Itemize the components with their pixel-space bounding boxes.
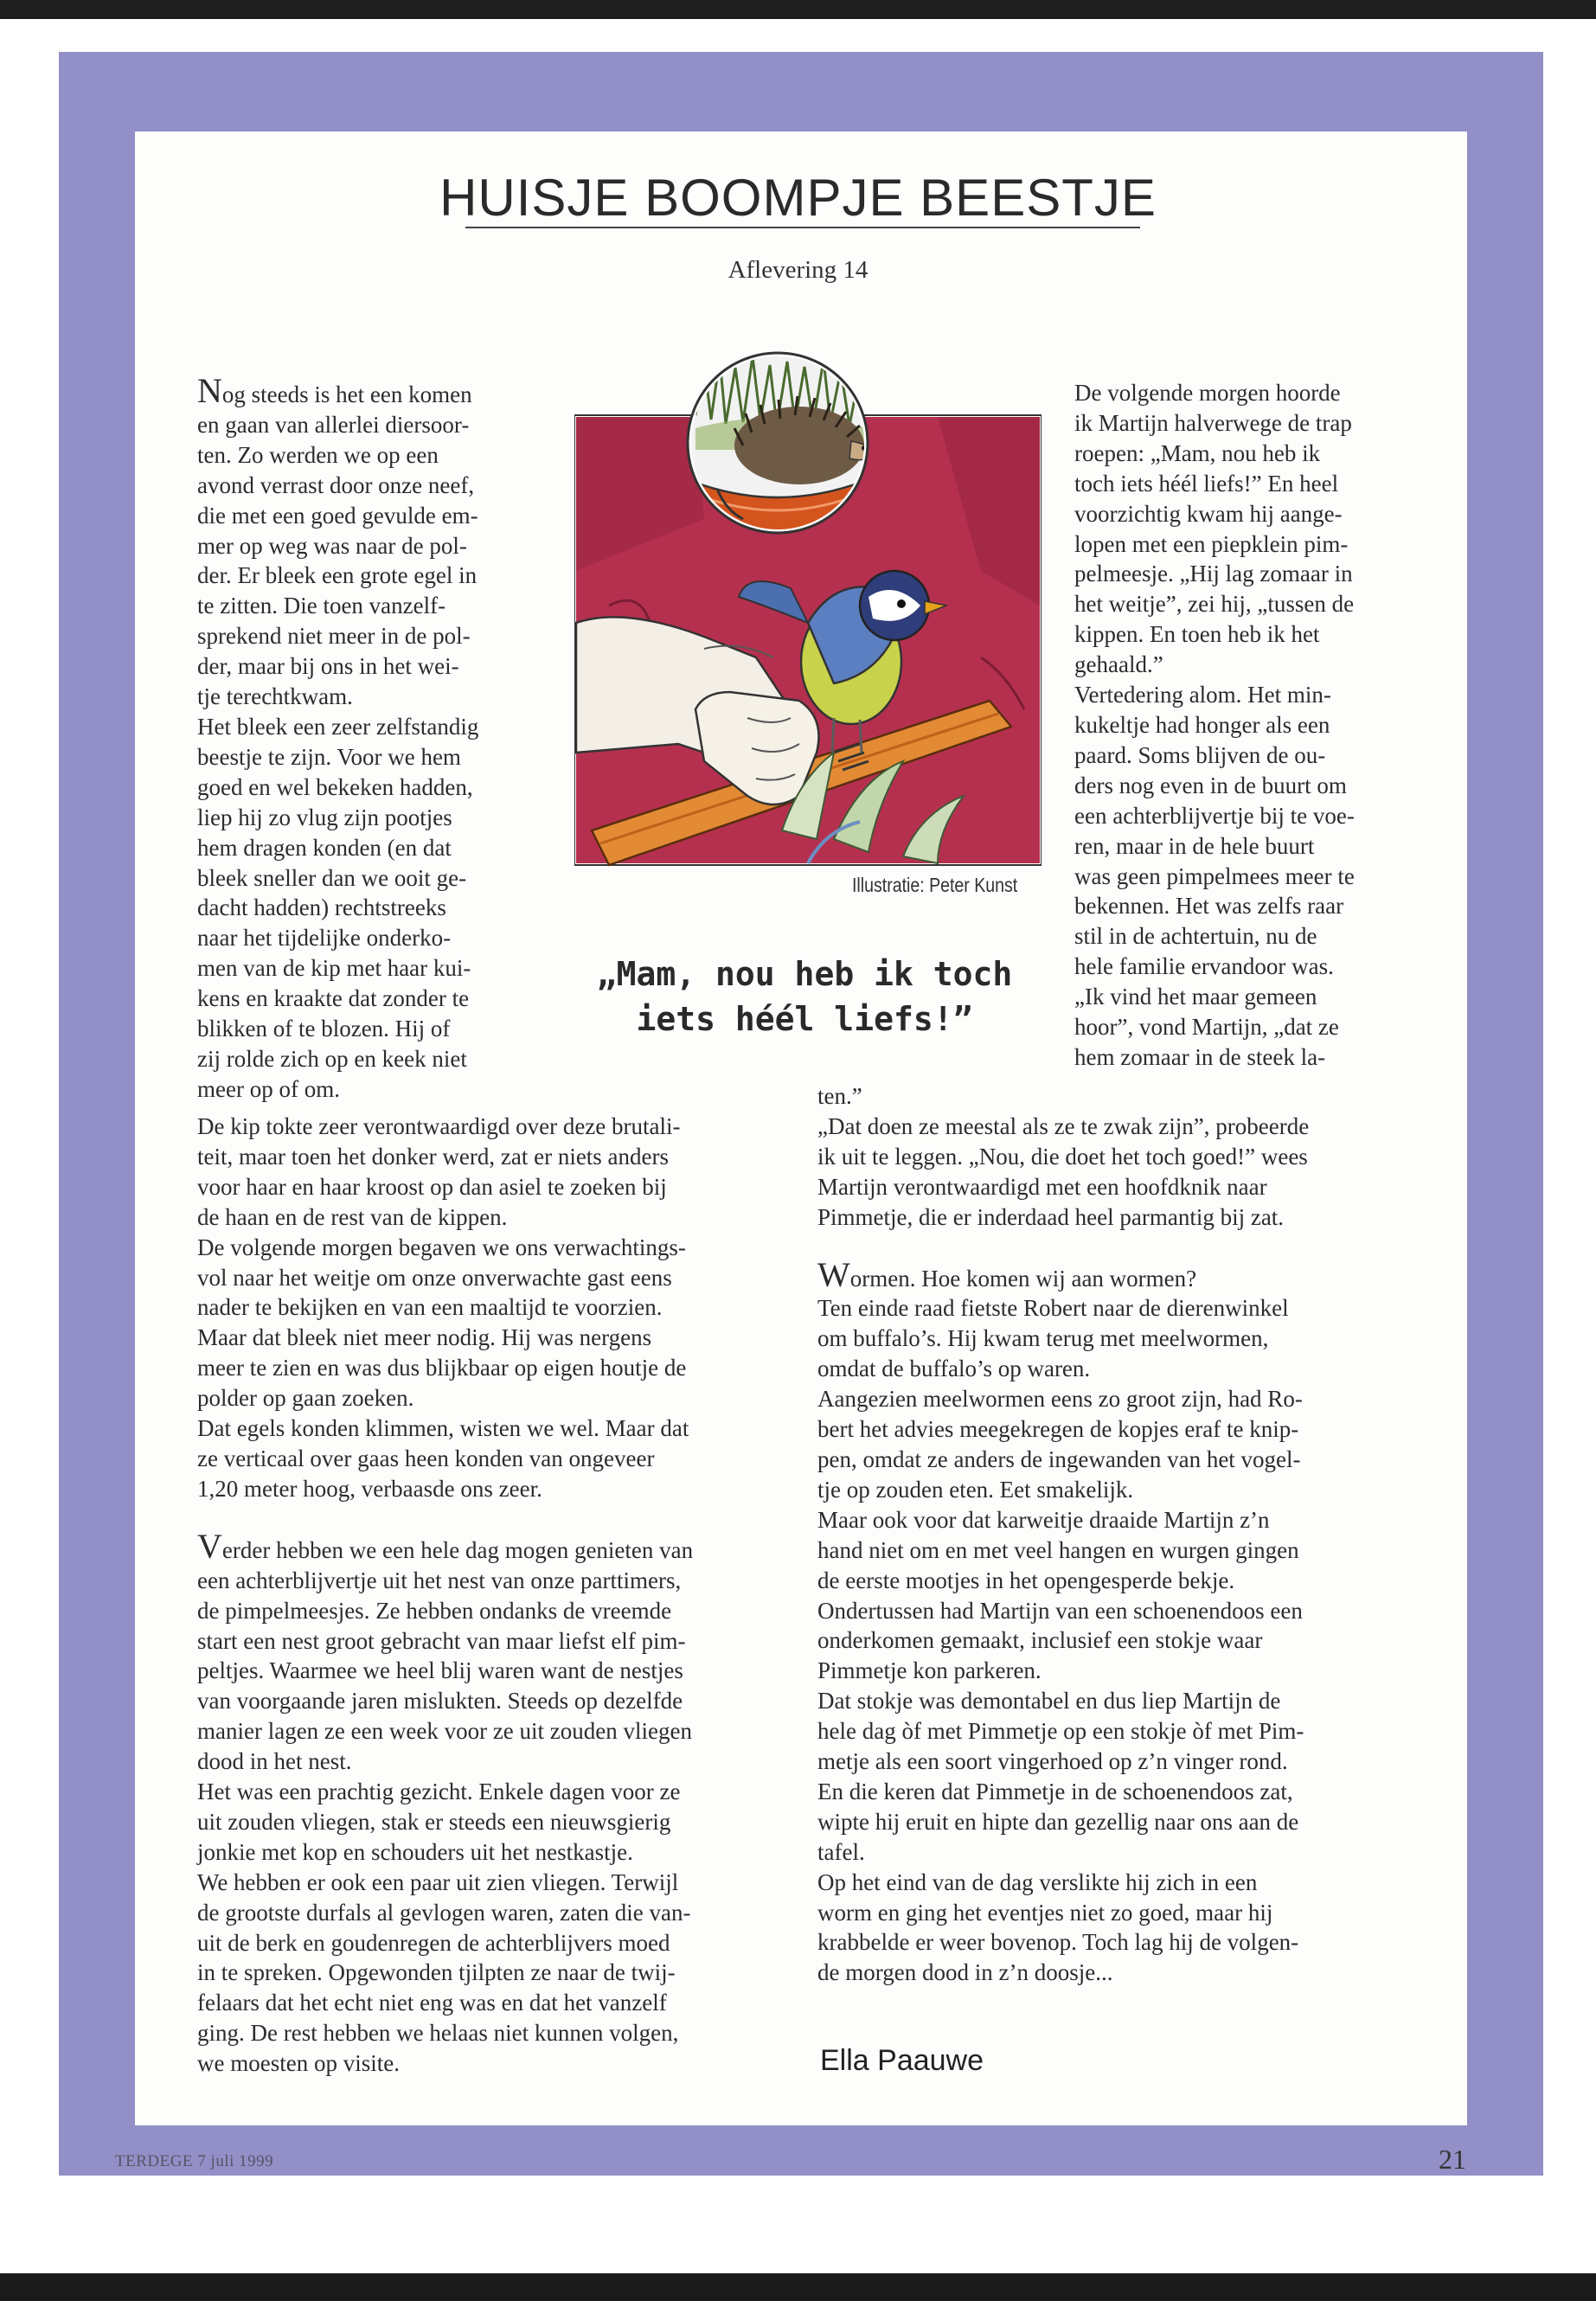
text-line: hand niet om en met veel hangen en wurgen gingen	[817, 1536, 1299, 1563]
paragraph	[817, 1686, 1410, 1777]
paragraph	[817, 1505, 1410, 1596]
column-right-top	[1074, 378, 1420, 1073]
text-line: mer op weg was naar de pol-	[197, 532, 467, 559]
text-line: ormen. Hoe komen wij aan wormen?	[849, 1265, 1197, 1292]
paragraph	[197, 1526, 785, 1777]
text-line: hem dragen konden (en dat	[197, 834, 452, 861]
text-line: de eerste mootjes in het opengesperde bekje.	[817, 1567, 1235, 1593]
text-line: kens en kraakte dat zonder te	[197, 985, 470, 1012]
text-line: wipte hij eruit en hipte dan gezellig naar ons aan de	[817, 1808, 1299, 1835]
text-line: de haan en de rest van de kippen.	[197, 1203, 508, 1230]
text-line: og steeds is het een komen	[221, 381, 472, 407]
text-line: te zitten. Die toen vanzelf-	[197, 593, 446, 619]
text-line: vol naar het weitje om onze onverwachte gast eens	[197, 1264, 672, 1291]
text-line: bleek sneller dan we ooit ge-	[197, 864, 467, 891]
column-left-bottom	[197, 1112, 785, 2079]
text-line: bekennen. Het was zelfs raar	[1074, 893, 1344, 920]
text-line: en gaan van allerlei diersoor-	[197, 411, 470, 438]
illustration-bird-hedgehog	[574, 346, 1042, 875]
paragraph	[817, 1254, 1410, 1385]
text-line: krabbelde er weer bovenop. Toch lag hij de volgen-	[817, 1929, 1299, 1956]
text-line: in te spreken. Opgewonden tjilpten ze naar de twij-	[197, 1959, 676, 1986]
text-line: roepen: „Mam, nou heb ik	[1074, 439, 1321, 466]
text-line: lopen met een piepklein pim-	[1074, 530, 1349, 557]
text-line: tafel.	[817, 1838, 865, 1865]
text-line: tje terechtkwam.	[197, 683, 353, 710]
footer-publication: TERDEGE 7 juli 1999	[115, 2152, 274, 2170]
article-title: HUISJE BOOMPJE BEESTJE	[439, 169, 1157, 227]
text-line: De volgende morgen hoorde	[1074, 380, 1341, 406]
text-line: ten. Zo werden we op een	[197, 441, 439, 468]
text-line: felaars dat het echt niet eng was en dat het vanzelf	[197, 1990, 667, 2016]
text-line: polder op gaan zoeken.	[197, 1385, 414, 1412]
paragraph	[817, 1868, 1410, 1989]
text-line: ren, maar in de hele buurt	[1074, 832, 1315, 859]
text-line: sprekend niet meer in de pol-	[197, 623, 471, 650]
episode-subtitle: Aflevering 14	[727, 256, 869, 284]
column-left-top	[197, 371, 536, 1105]
initial-letter: V	[197, 1526, 222, 1566]
text-line: pen, omdat ze anders de ingewanden van het vogel-	[817, 1445, 1301, 1472]
text-line: hele dag òf met Pimmetje op een stokje òf met Pim-	[817, 1718, 1304, 1745]
text-line: hem zomaar in de steek la-	[1074, 1043, 1326, 1070]
initial-letter: W	[817, 1254, 850, 1294]
text-line: tje op zouden eten. Eet smakelijk.	[817, 1476, 1134, 1503]
text-line: worm en ging het eventjes niet zo goed, maar hij	[817, 1899, 1273, 1926]
text-line: Dat egels konden klimmen, wisten we wel. Maar dat	[197, 1415, 689, 1442]
text-line: zij rolde zich op en keek niet	[197, 1045, 467, 1072]
text-line: Ondertussen had Martijn van een schoenendoos een	[817, 1597, 1303, 1624]
text-line: jonkie met kop en schouders uit het nestkastje.	[197, 1838, 633, 1865]
text-line: Martijn verontwaardigd met een hoofdknik naar	[817, 1173, 1267, 1200]
text-line: gehaald.”	[1074, 651, 1163, 678]
text-line: De volgende morgen begaven we ons verwachtings-	[197, 1234, 686, 1260]
paragraph	[817, 1384, 1410, 1505]
text-line: De kip tokte zeer verontwaardigd over deze brutali-	[197, 1113, 681, 1139]
text-line: Het bleek een zeer zelfstandig	[197, 713, 479, 740]
paragraph	[1074, 680, 1420, 1073]
pull-quote-line: „Mam, nou heb ik toch	[596, 955, 1013, 993]
text-line: ik uit te leggen. „Nou, die doet het toch goed!” wees	[817, 1143, 1308, 1170]
text-line: was geen pimpelmees meer te	[1074, 862, 1355, 889]
text-line: „Ik vind het maar gemeen	[1074, 984, 1317, 1010]
text-line: metje als een soort vingerhoed op z’n vinger rond.	[817, 1748, 1288, 1775]
text-line: hele familie ervandoor was.	[1074, 953, 1334, 980]
text-line: om buffalo’s. Hij kwam terug met meelwormen,	[817, 1325, 1269, 1352]
text-line: de pimpelmeesjes. Ze hebben ondanks de vreemde	[197, 1597, 672, 1624]
text-line: Ten einde raad fietste Robert naar de dierenwinkel	[817, 1295, 1289, 1322]
text-line: Vertedering alom. Het min-	[1074, 682, 1331, 708]
title-underline	[465, 227, 1140, 228]
scan-bottom-edge	[0, 2273, 1596, 2301]
text-line: Maar ook voor dat karweitje draaide Martijn z’n	[817, 1506, 1270, 1533]
text-line: uit zouden vliegen, stak er steeds een nieuwsgierig	[197, 1808, 671, 1835]
text-line: kukeltje had honger als een	[1074, 711, 1330, 738]
text-line: dacht hadden) rechtstreeks	[197, 894, 446, 921]
text-line: Op het eind van de dag verslikte hij zich in een	[817, 1868, 1258, 1895]
illustration-credit: Illustratie: Peter Kunst	[852, 874, 1018, 896]
text-line: een achterblijvertje bij te voe-	[1074, 802, 1355, 829]
text-line: een achterblijvertje uit het nest van onze parttimers,	[197, 1567, 682, 1593]
text-line: die met een goed gevulde em-	[197, 502, 478, 529]
text-line: ten.”	[817, 1083, 862, 1109]
text-line: dood in het nest.	[197, 1748, 352, 1775]
text-line: der, maar bij ons in het wei-	[197, 653, 459, 680]
text-line: voor haar en haar kroost op dan asiel te zoeken bij	[197, 1173, 667, 1200]
text-line: ik Martijn halverwege de trap	[1074, 409, 1352, 436]
text-line: omdat de buffalo’s op waren.	[817, 1356, 1091, 1382]
text-line: 1,20 meter hoog, verbaasde ons zeer.	[197, 1475, 542, 1502]
paragraph	[197, 1112, 785, 1233]
text-line: meer te zien en was dus blijkbaar op eigen houtje de	[197, 1355, 687, 1381]
text-line: de grootste durfals al gevlogen waren, zaten die van-	[197, 1899, 691, 1926]
text-line: We hebben er ook een paar uit zien vliegen. Terwijl	[197, 1868, 679, 1895]
text-line: toch iets héél liefs!” En heel	[1074, 470, 1339, 497]
paragraph	[817, 1596, 1410, 1687]
paragraph	[817, 1112, 1410, 1233]
text-line: peltjes. Waarmee we heel blij waren want de nestjes	[197, 1657, 683, 1684]
paragraph-gap	[197, 1504, 785, 1534]
pull-quote	[571, 952, 1038, 1042]
paragraph	[197, 1868, 785, 2079]
text-line: Maar dat bleek niet meer nodig. Hij was nergens	[197, 1324, 652, 1351]
paragraph	[197, 712, 536, 1105]
column-right-bottom	[817, 1081, 1410, 1988]
text-line: paard. Soms blijven de ou-	[1074, 741, 1326, 768]
text-line: bert het advies meegekregen de kopjes eraf te knip-	[817, 1416, 1299, 1443]
text-line: hoor”, vond Martijn, „dat ze	[1074, 1014, 1339, 1041]
text-line: naar het tijdelijke onderko-	[197, 925, 452, 952]
text-line: beestje te zijn. Voor we hem	[197, 743, 461, 770]
text-line: Aangezien meelwormen eens zo groot zijn, had Ro-	[817, 1386, 1303, 1413]
text-line: goed en wel bekeken hadden,	[197, 773, 473, 800]
text-line: ging. De rest hebben we helaas niet kunnen volgen,	[197, 2020, 679, 2047]
text-line: we moesten op visite.	[197, 2050, 400, 2077]
text-line: liep hij zo vlug zijn pootjes	[197, 804, 452, 830]
page-number: 21	[1439, 2144, 1466, 2175]
text-line: avond verrast door onze neef,	[197, 471, 475, 498]
text-line: manier lagen ze een week voor ze uit zouden vliegen	[197, 1718, 692, 1745]
author-byline: Ella Paauwe	[820, 2044, 984, 2077]
text-line: kippen. En toen heb ik het	[1074, 621, 1320, 648]
text-line: teit, maar toen het donker werd, zat er niets anders	[197, 1143, 670, 1170]
paragraph	[817, 1777, 1410, 1868]
text-line: der. Er bleek een grote egel in	[197, 562, 478, 589]
text-line: men van de kip met haar kui-	[197, 955, 471, 982]
pull-quote-line: iets héél liefs!”	[636, 1000, 973, 1038]
scan-top-edge	[0, 0, 1596, 19]
paragraph	[197, 1777, 785, 1868]
text-line: En die keren dat Pimmetje in de schoenendoos zat,	[817, 1778, 1293, 1804]
text-line: het weitje”, zei hij, „tussen de	[1074, 591, 1355, 618]
text-line: Dat stokje was demontabel en dus liep Martijn de	[817, 1688, 1281, 1715]
text-line: meer op of om.	[197, 1075, 340, 1102]
text-line: uit de berk en goudenregen de achterblijvers moed	[197, 1929, 670, 1956]
text-line: pelmeesje. „Hij lag zomaar in	[1074, 561, 1353, 587]
text-line: onderkomen gemaakt, inclusief een stokje waar	[817, 1627, 1263, 1654]
paragraph	[197, 371, 536, 712]
text-line: Pimmetje, die er inderdaad heel parmantig bij zat.	[817, 1203, 1285, 1230]
text-line: van voorgaande jaren mislukten. Steeds op dezelfde	[197, 1688, 683, 1715]
text-line: voorzichtig kwam hij aange-	[1074, 500, 1343, 527]
paragraph	[197, 1413, 785, 1504]
text-line: de morgen dood in z’n doosje...	[817, 1959, 1113, 1986]
text-line: Het was een prachtig gezicht. Enkele dagen voor ze	[197, 1779, 681, 1805]
text-line: blikken of te blozen. Hij of	[197, 1016, 451, 1042]
paragraph	[197, 1233, 785, 1413]
text-line: ders nog even in de buurt om	[1074, 772, 1347, 798]
text-line: ze verticaal over gaas heen konden van ongeveer	[197, 1445, 655, 1471]
paragraph	[817, 1081, 1410, 1112]
initial-letter: N	[197, 371, 222, 410]
text-line: „Dat doen ze meestal als ze te zwak zijn”, probeerde	[817, 1112, 1310, 1139]
text-line: Pimmetje kon parkeren.	[817, 1657, 1042, 1684]
text-line: erder hebben we een hele dag mogen genieten van	[221, 1536, 694, 1563]
text-line: stil in de achtertuin, nu de	[1074, 923, 1317, 950]
paragraph	[1074, 378, 1420, 680]
text-line: start een nest groot gebracht van maar liefst elf pim-	[197, 1627, 686, 1654]
paragraph-gap	[817, 1233, 1410, 1262]
text-line: nader te bekijken en van een maaltijd te voorzien.	[197, 1294, 663, 1321]
